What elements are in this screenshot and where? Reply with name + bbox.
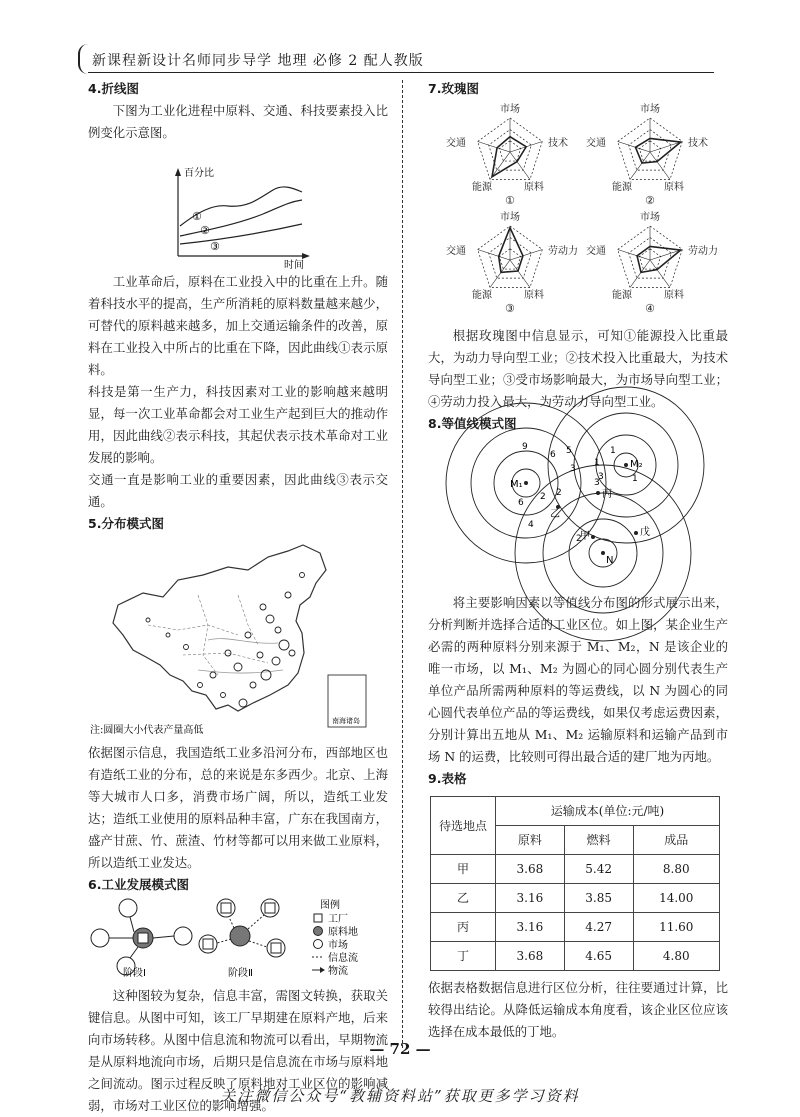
x-axis-label: 时间 [284, 260, 304, 271]
isoline-figure [428, 435, 728, 585]
page-header: 新课程新设计名师同步导学 地理 必修 2 配人教版 [92, 53, 424, 69]
section-7-para-1: 根据玫瑰图中信息显示，可知①能源投入比重最大，为动力导向型工业；②技术投入比重最大，为技术导向型工业；③受市场影响最大，为市场导向型工业；④劳动力投入最大，为劳动力导向型工业。 [428, 328, 728, 409]
rose-label: 劳动力 [688, 246, 718, 257]
legend-material: 原料地 [328, 927, 358, 938]
rose-label: 原料 [524, 290, 544, 301]
table-cell: 5.42 [564, 855, 633, 884]
table-col-header: 成品 [633, 826, 719, 855]
rose-label: 原料 [664, 290, 684, 301]
section-4-para-1: 工业革命后，原料在工业投入中的比重在上升。随着科技水平的提高，生产所消耗的原料数量越来越少，可替代的原料越来越多，加上交通运输条件的改善，原料在工业投入中所占的比重在下降，因此曲线①表示原料。 [88, 274, 388, 377]
rose-label: 能源 [612, 290, 632, 301]
svg-text:2: 2 [556, 488, 562, 498]
curve-1-label: ① [192, 210, 202, 223]
rose-label: 原料 [524, 182, 544, 193]
curve-3-label: ③ [210, 240, 220, 253]
rose-axis [650, 152, 670, 180]
section-4-title: 4.折线图 [88, 81, 139, 96]
section-4-para-2: 科技是第一生产力，科技因素对工业的影响越来越明显，每一次工业革命都会对工业生产起到巨大的推动作用，因此曲线②表示科技，其起伏表示技术革命对工业发展的影响。 [88, 384, 388, 465]
table-cell-site: 丁 [431, 942, 496, 971]
label-m1: M₁ [510, 479, 523, 490]
svg-text:1: 1 [632, 474, 638, 484]
rose-axis [478, 141, 510, 152]
rose-axis [478, 249, 510, 260]
y-axis-label: 百分比 [184, 168, 214, 179]
legend-info: 信息流 [328, 953, 358, 964]
column-divider [402, 80, 403, 1048]
china-map-figure [88, 535, 388, 735]
label-jia: 甲 [580, 531, 590, 542]
rose-label: 技术 [548, 138, 568, 149]
svg-text:3: 3 [598, 472, 604, 482]
right-column [428, 78, 728, 1043]
table-corner: 待选地点 [431, 797, 496, 855]
legend-goods-arrow [320, 967, 325, 973]
point-m1 [524, 481, 528, 485]
rose-label: 交通 [446, 246, 466, 257]
rose-label: 能源 [472, 182, 492, 193]
rose-charts [446, 102, 718, 315]
svg-text:2: 2 [576, 534, 582, 544]
svg-text:9: 9 [522, 442, 528, 452]
table-cell: 11.60 [633, 913, 719, 942]
point-wu [634, 531, 638, 535]
rose-label: 市场 [500, 212, 520, 223]
industry-development-figure [88, 896, 388, 978]
rose-label: 市场 [640, 212, 660, 223]
table-row [431, 884, 720, 913]
rose-axis [510, 249, 542, 260]
rose-shape-3 [499, 228, 523, 273]
legend-factory: 工厂 [328, 914, 348, 925]
point-jia [591, 535, 595, 539]
rose-label: 交通 [446, 138, 466, 149]
table-cell: 3.68 [496, 855, 565, 884]
table-cell: 3.16 [496, 884, 565, 913]
stage-1-label: 阶段Ⅰ [123, 968, 146, 979]
label-bing: 丙 [602, 489, 612, 500]
section-6-para-1: 这种图较为复杂，信息丰富，需图文转换，获取关键信息。从图中可知，该工厂早期建在原料产地，后来向市场转移。从图中信息流和物流可以看出，早期物流是从原料地流向市场，后期只是信息流在市场与原料地之间流动。图示过程反映了原料地对工业区位的影响减弱，市场对工业区位的影响增强。 [88, 988, 388, 1113]
rose-axis [650, 141, 682, 152]
rose-axis [630, 260, 650, 288]
legend-market-icon [314, 940, 323, 949]
rose-label: 市场 [640, 104, 660, 115]
footer-note: 关注微信公众号“教辅资料站”获取更多学习资料 [220, 1087, 580, 1105]
table-row [431, 913, 720, 942]
rose-label: 劳动力 [548, 246, 578, 257]
legend-material-icon [314, 927, 323, 936]
table-col-header: 燃料 [564, 826, 633, 855]
rose-label: 交通 [586, 246, 606, 257]
section-4-intro: 下图为工业化进程中原料、交通、科技要素投入比例变化示意图。 [88, 103, 388, 140]
legend-factory-icon [314, 914, 322, 922]
rose-label: 交通 [586, 138, 606, 149]
stage-1-diagram [91, 899, 192, 975]
cost-table [430, 796, 720, 971]
svg-text:3: 3 [594, 478, 600, 488]
rose-axis [618, 141, 650, 152]
rose-axis [650, 249, 682, 260]
point-bing [596, 491, 600, 495]
section-5-para-1: 依据图示信息，我国造纸工业多沿河分布，西部地区也有造纸工业的分布，总的来说是东多西少。北京、上海等大城市人口多，消费市场广阔，所以，造纸工业发达；造纸工业使用的原料品种丰富，广东在我国南方，盛产甘蔗、竹、蔗渣、竹材等都可以用来做工业原料，所以造纸工业发达。 [88, 745, 388, 870]
rose-label: 能源 [472, 290, 492, 301]
table-cell: 3.85 [564, 884, 633, 913]
svg-text:6: 6 [550, 450, 556, 460]
rose-shape-1 [492, 137, 526, 177]
legend-market: 市场 [328, 940, 348, 951]
svg-text:1: 1 [610, 446, 616, 456]
label-m2: M₂ [630, 459, 643, 470]
table-col-header: 原料 [496, 826, 565, 855]
legend-title: 图例 [320, 900, 340, 911]
table-row [431, 855, 720, 884]
section-9-title: 9.表格 [428, 771, 467, 786]
svg-text:4: 4 [528, 520, 534, 530]
china-outline [113, 545, 326, 711]
rose-axis [650, 260, 670, 288]
header-bracket [78, 44, 88, 74]
table-cell-site: 乙 [431, 884, 496, 913]
map-note: 注:圆圈大小代表产量高低 [90, 725, 204, 736]
point-m2 [624, 463, 628, 467]
table-cell: 4.65 [564, 942, 633, 971]
curve-2-label: ② [200, 224, 210, 237]
svg-text:2: 2 [540, 492, 546, 502]
line-chart-figure [88, 144, 388, 271]
table-cell: 3.68 [496, 942, 565, 971]
label-wu: 戊 [640, 527, 650, 538]
x-axis-arrow [302, 253, 310, 259]
curve-3 [180, 224, 302, 244]
table-cell-site: 甲 [431, 855, 496, 884]
svg-text:1: 1 [594, 458, 600, 468]
section-8-title: 8.等值线模式图 [428, 416, 517, 431]
table-cell: 8.80 [633, 855, 719, 884]
table-group-header: 运输成本(单位:元/吨) [496, 797, 720, 826]
section-9-para-1: 依据表格数据信息进行区位分析，往往要通过计算，比较得出结论。从降低运输成本角度看，该企业区位应该选择在成本最低的丁地。 [428, 980, 728, 1039]
stage-2-label: 阶段Ⅱ [228, 968, 253, 979]
rose-number: ③ [505, 302, 515, 315]
table-cell: 14.00 [633, 884, 719, 913]
svg-text:5: 5 [566, 446, 572, 456]
rose-axis [618, 249, 650, 260]
label-yi: 乙 [550, 509, 560, 520]
left-column [88, 78, 388, 1117]
table-row [431, 942, 720, 971]
rose-shape-2 [635, 138, 680, 163]
rose-number: ④ [645, 302, 655, 315]
rose-label: 技术 [688, 138, 708, 149]
table-cell-site: 丙 [431, 913, 496, 942]
rose-charts-figure [428, 100, 728, 318]
svg-text:6: 6 [518, 498, 524, 508]
section-6-title: 6.工业发展模式图 [88, 877, 189, 892]
table-cell: 4.27 [564, 913, 633, 942]
section-5-title: 5.分布模式图 [88, 516, 164, 531]
south-sea-inset-label: 南海诸岛 [332, 717, 360, 725]
section-7-title: 7.玫瑰图 [428, 81, 479, 96]
rose-axis [630, 152, 650, 180]
rose-label: 原料 [664, 182, 684, 193]
label-n: N [606, 555, 614, 566]
rose-label: 能源 [612, 182, 632, 193]
page-number: — 72 — [369, 1040, 431, 1058]
rose-number: ① [505, 194, 515, 207]
svg-text:3: 3 [570, 464, 576, 474]
y-axis-arrow [175, 168, 181, 176]
production-circles [146, 573, 305, 708]
section-4-para-3: 交通一直是影响工业的重要因素，因此曲线③表示交通。 [88, 472, 388, 509]
point-n [601, 551, 605, 555]
rose-number: ② [645, 194, 655, 207]
section-8-para-1: 将主要影响因素以等值线分布图的形式展示出来，分析判断并选择合适的工业区位。如上图，某企业生产必需的两种原料分别来源于 M₁、M₂，N 是该企业的唯一市场，以 M₁、M₂ 为圆心的同心圆分别代表生产单位产品所需两种原料的等运费线，以 N 为圆心的同心圆代表单位产品的等运费线，如果仅考虑运费因素，分别计算出五地从 M₁、M₂ 运输原料和运输产品到市场 N 的运费，比较则可得出最合适的建厂地为丙地。 [428, 595, 728, 764]
stage-2-diagram [199, 899, 285, 957]
table-cell: 3.16 [496, 913, 565, 942]
rivers [198, 639, 283, 673]
rose-label: 市场 [500, 104, 520, 115]
legend-goods: 物流 [328, 966, 348, 977]
header-rule [88, 72, 714, 73]
table-cell: 4.80 [633, 942, 719, 971]
